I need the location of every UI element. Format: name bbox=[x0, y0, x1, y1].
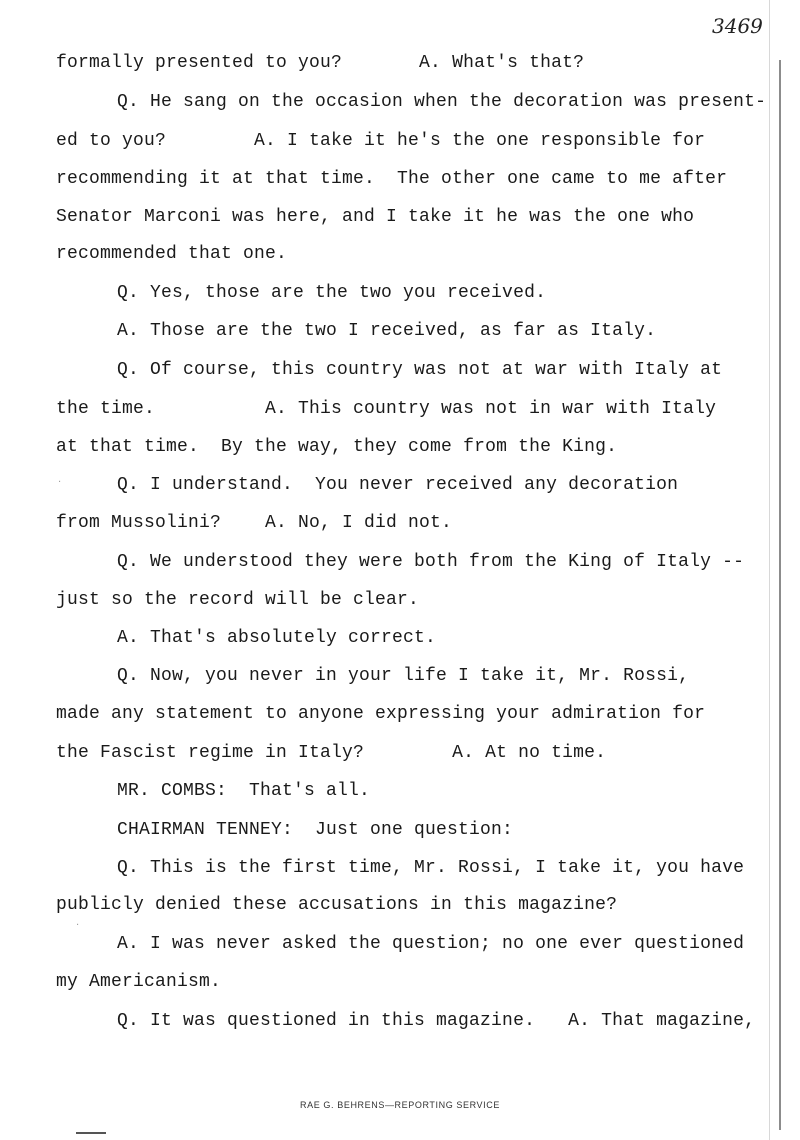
transcript-line: recommended that one. bbox=[56, 244, 288, 264]
reporting-service-footer: RAE G. BEHRENS—REPORTING SERVICE bbox=[300, 1100, 500, 1110]
transcript-line: at that time. By the way, they come from the King. bbox=[56, 437, 618, 457]
transcript-line: the time. A. This country was not in war with Italy bbox=[56, 399, 717, 419]
transcript-line: Q. Now, you never in your life I take it, Mr. Rossi, bbox=[117, 666, 690, 686]
transcript-line: Q. This is the first time, Mr. Rossi, I take it, you have bbox=[117, 858, 745, 878]
transcript-line: A. Those are the two I received, as far as Italy. bbox=[117, 321, 657, 341]
margin-speck: · bbox=[58, 477, 62, 488]
transcript-line: made any statement to anyone expressing your admiration for bbox=[56, 704, 706, 724]
page-number: 3469 bbox=[712, 14, 763, 38]
transcript-line: Q. I understand. You never received any decoration bbox=[117, 475, 679, 495]
transcript-line: A. I was never asked the question; no one ever questioned bbox=[117, 934, 745, 954]
transcript-line: Q. Of course, this country was not at war with Italy at bbox=[117, 360, 723, 380]
transcript-line: the Fascist regime in Italy? A. At no time. bbox=[56, 743, 607, 763]
bottom-mark bbox=[76, 1132, 106, 1134]
transcript-line: just so the record will be clear. bbox=[56, 590, 420, 610]
transcript-line: Senator Marconi was here, and I take it he was the one who bbox=[56, 207, 695, 227]
transcript-line: publicly denied these accusations in this magazine? bbox=[56, 895, 618, 915]
transcript-line: MR. COMBS: That's all. bbox=[117, 781, 371, 801]
transcript-line: my Americanism. bbox=[56, 972, 222, 992]
right-margin-rule bbox=[779, 60, 781, 1130]
transcript-line: A. That's absolutely correct. bbox=[117, 628, 437, 648]
transcript-line: Q. He sang on the occasion when the decoration was present- bbox=[117, 92, 767, 112]
transcript-line: recommending it at that time. The other one came to me after bbox=[56, 169, 728, 189]
margin-speck: · bbox=[76, 920, 80, 931]
transcript-line: Q. We understood they were both from the King of Italy -- bbox=[117, 552, 745, 572]
transcript-line: from Mussolini? A. No, I did not. bbox=[56, 513, 453, 533]
transcript-line: Q. It was questioned in this magazine. A. That magazine, bbox=[117, 1011, 756, 1031]
transcript-line: ed to you? A. I take it he's the one responsible for bbox=[56, 131, 706, 151]
page-edge-line bbox=[769, 0, 770, 1140]
transcript-line: CHAIRMAN TENNEY: Just one question: bbox=[117, 820, 514, 840]
transcript-line: Q. Yes, those are the two you received. bbox=[117, 283, 547, 303]
transcript-line: formally presented to you? A. What's that? bbox=[56, 53, 585, 73]
